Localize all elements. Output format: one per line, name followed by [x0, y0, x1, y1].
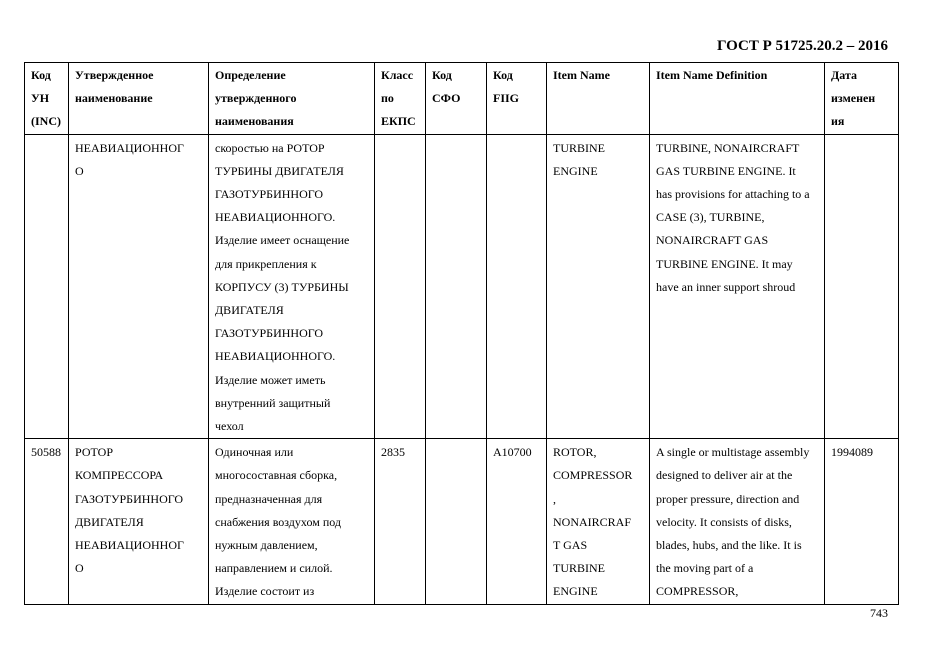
table-cell-4: [426, 134, 487, 439]
cell-text-line: ДВИГАТЕЛЯ: [215, 303, 284, 318]
cell-text-line: COMPRESSOR: [553, 468, 633, 483]
cell-text-line: velocity. It consists of disks,: [656, 514, 792, 529]
cell-text-line: внутренний защитный: [215, 395, 331, 410]
cell-text-line: наименование: [75, 91, 153, 106]
table-cell-0: [25, 439, 69, 605]
cell-text-line: КОМПРЕССОРА: [75, 468, 164, 483]
table-cell-3: [375, 439, 426, 605]
cell-text-line: нужным давлением,: [215, 538, 318, 553]
table-cell-2: [209, 134, 375, 439]
table-cell-1: [69, 439, 209, 605]
cell-text-line: ТУРБИНЫ ДВИГАТЕЛЯ: [215, 163, 344, 178]
nomenclature-table: [24, 62, 899, 605]
table-cell-7: [650, 134, 825, 439]
cell-text-line: designed to deliver air at the: [656, 468, 793, 483]
cell-text-line: ENGINE: [553, 163, 598, 178]
cell-text-line: утвержденного: [215, 91, 297, 106]
cell-text-line: изменен: [831, 91, 876, 106]
cell-text-line: ГАЗОТУРБИННОГО: [215, 326, 324, 341]
cell-text-line: COMPRESSOR,: [656, 584, 739, 599]
column-header-7: [650, 63, 825, 135]
cell-text-line: чехол: [215, 419, 244, 434]
table-cell-4: [426, 439, 487, 605]
cell-text-line: GAS TURBINE ENGINE. It: [656, 163, 796, 178]
cell-text-line: наименования: [215, 114, 294, 129]
cell-text-line: предназначенная для: [215, 491, 323, 506]
cell-text-line: УН: [31, 91, 50, 106]
cell-text-line: ,: [553, 491, 556, 506]
cell-text-line: О: [75, 561, 84, 576]
table-cell-8: [825, 439, 899, 605]
cell-text-line: Одиночная или: [215, 445, 294, 460]
column-header-2: [209, 63, 375, 135]
cell-text-line: NONAIRCRAFT GAS: [656, 233, 769, 248]
cell-text-line: 1994089: [831, 445, 873, 460]
cell-text-line: Item Name: [553, 68, 610, 82]
cell-text-line: has provisions for attaching to a: [656, 187, 810, 202]
table-cell-6: [547, 439, 650, 605]
cell-text-line: 50588: [31, 445, 61, 460]
cell-text-line: 2835: [381, 445, 405, 460]
cell-text-line: ДВИГАТЕЛЯ: [75, 514, 144, 529]
cell-text-line: СФО: [432, 91, 461, 106]
cell-text-line: ENGINE: [553, 584, 598, 599]
table-cell-5: [487, 439, 547, 605]
cell-text-line: Утвержденное: [75, 68, 154, 82]
table-cell-1: [69, 134, 209, 439]
cell-text-line: have an inner support shroud: [656, 279, 796, 294]
cell-text-line: Класс: [381, 68, 414, 82]
cell-text-line: снабжения воздухом под: [215, 514, 342, 529]
cell-text-line: Item Name Definition: [656, 68, 768, 82]
cell-text-line: скоростью на РОТОР: [215, 140, 325, 155]
cell-text-line: A single or multistage assembly: [656, 445, 810, 460]
cell-text-line: Определение: [215, 68, 286, 82]
cell-text-line: Изделие состоит из: [215, 584, 315, 599]
cell-text-line: ЕКПС: [381, 114, 416, 129]
column-header-4: [426, 63, 487, 135]
cell-text-line: Дата: [831, 68, 857, 82]
cell-text-line: НЕАВИАЦИОННОГО.: [215, 349, 336, 364]
cell-text-line: TURBINE, NONAIRCRAFT: [656, 140, 800, 155]
cell-text-line: CASE (3), TURBINE,: [656, 210, 765, 225]
cell-text-line: Изделие имеет оснащение: [215, 233, 350, 248]
cell-text-line: (INC): [31, 114, 61, 129]
table-row: [25, 134, 899, 439]
document-header-code: ГОСТ Р 51725.20.2 – 2016: [716, 38, 888, 54]
column-header-3: [375, 63, 426, 135]
column-header-0: [25, 63, 69, 135]
cell-text-line: ГАЗОТУРБИННОГО: [75, 491, 184, 506]
column-header-6: [547, 63, 650, 135]
table-cell-0: [25, 134, 69, 439]
cell-text-line: ГАЗОТУРБИННОГО: [215, 187, 324, 202]
table-header-row: [25, 63, 899, 135]
cell-text-line: по: [381, 91, 394, 106]
cell-text-line: T GAS: [553, 538, 588, 553]
table-cell-5: [487, 134, 547, 439]
cell-text-line: О: [75, 163, 84, 178]
table-row: [25, 439, 899, 605]
cell-text-line: TURBINE: [553, 561, 605, 576]
cell-text-line: НЕАВИАЦИОННОГО.: [215, 210, 336, 225]
cell-text-line: РОТОР: [75, 445, 113, 460]
cell-text-line: для прикрепления к: [215, 256, 317, 271]
cell-text-line: FIIG: [493, 91, 520, 106]
table-cell-7: [650, 439, 825, 605]
cell-text-line: TURBINE: [553, 140, 605, 155]
cell-text-line: КОРПУСУ (3) ТУРБИНЫ: [215, 279, 349, 294]
table-cell-2: [209, 439, 375, 605]
cell-text-line: proper pressure, direction and: [656, 491, 800, 506]
cell-text-line: Изделие может иметь: [215, 372, 326, 387]
column-header-8: [825, 63, 899, 135]
cell-text-line: NONAIRCRAF: [553, 514, 632, 529]
column-header-5: [487, 63, 547, 135]
table-cell-3: [375, 134, 426, 439]
cell-text-line: НЕАВИАЦИОННОГ: [75, 538, 184, 553]
page-number: 743: [870, 606, 888, 620]
cell-text-line: НЕАВИАЦИОННОГ: [75, 140, 184, 155]
cell-text-line: ия: [831, 114, 845, 129]
column-header-1: [69, 63, 209, 135]
cell-text-line: Код: [432, 68, 452, 82]
cell-text-line: многосоставная сборка,: [215, 468, 338, 483]
table-cell-8: [825, 134, 899, 439]
cell-text-line: the moving part of a: [656, 561, 754, 576]
cell-text-line: A10700: [493, 445, 532, 460]
cell-text-line: blades, hubs, and the like. It is: [656, 538, 802, 553]
cell-text-line: Код: [493, 68, 513, 82]
cell-text-line: Код: [31, 68, 51, 82]
table-cell-6: [547, 134, 650, 439]
cell-text-line: направлением и силой.: [215, 561, 333, 576]
cell-text-line: ROTOR,: [553, 445, 597, 460]
cell-text-line: TURBINE ENGINE. It may: [656, 256, 793, 271]
